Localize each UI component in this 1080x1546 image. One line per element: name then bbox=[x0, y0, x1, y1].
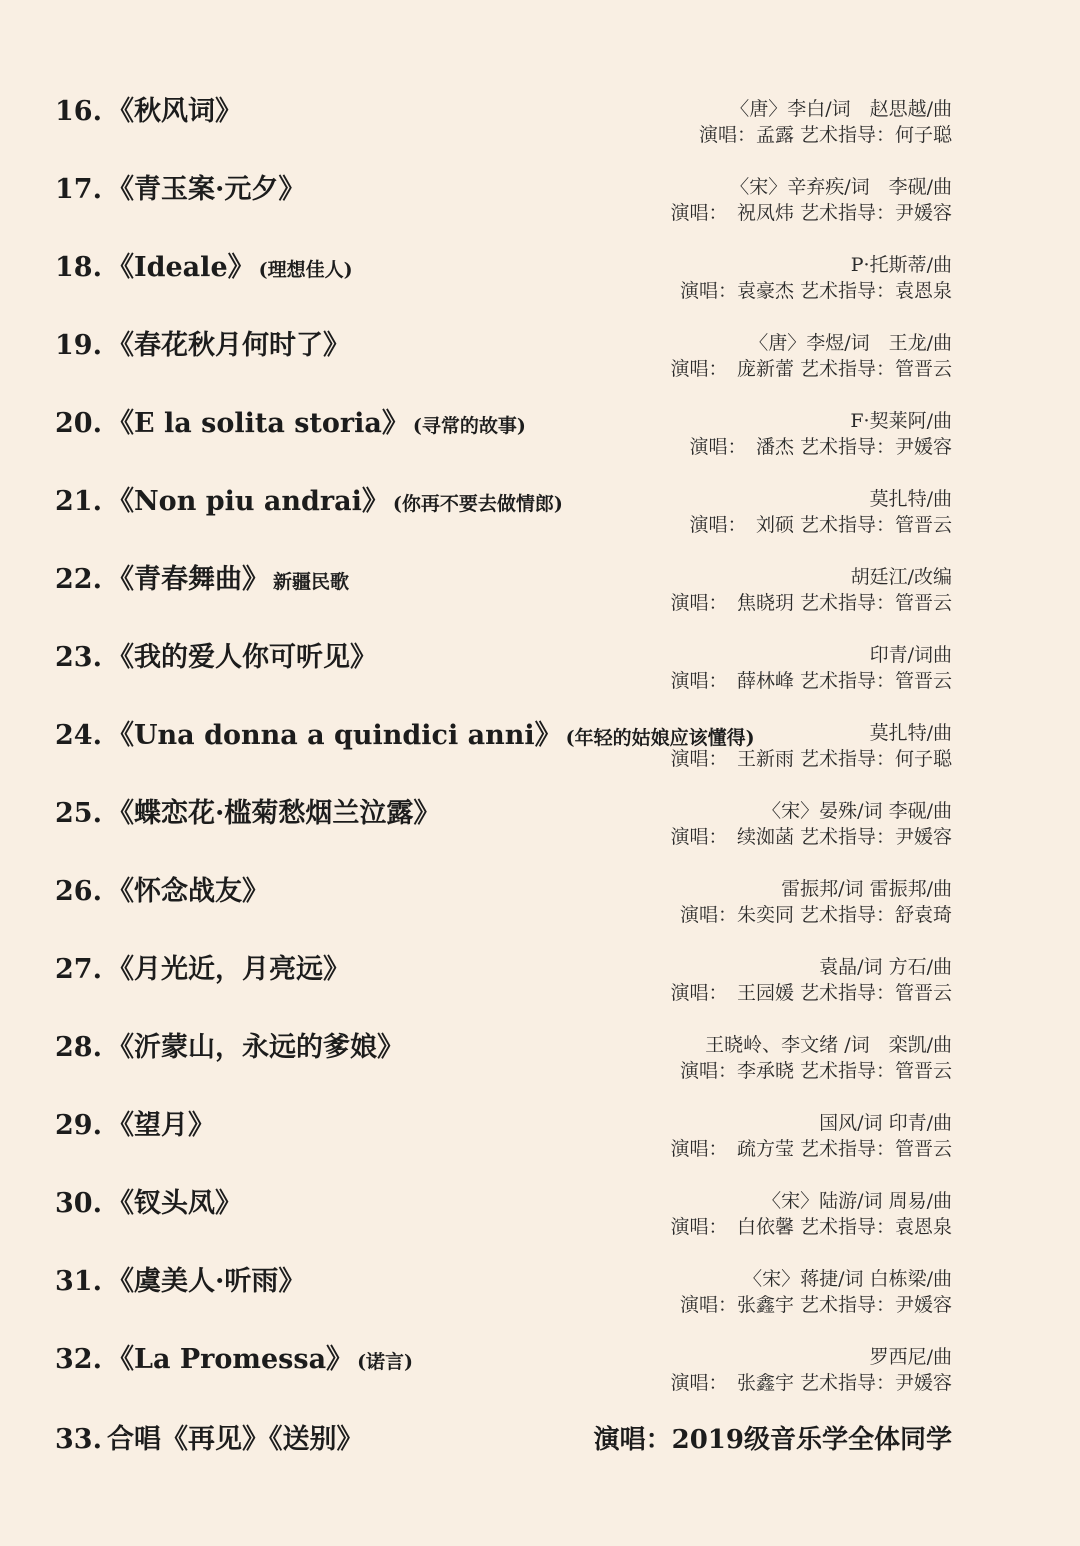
program-item-credits bbox=[670, 954, 952, 1006]
performer-credit: 演唱：朱奕同 艺术指导：舒袁琦 bbox=[679, 904, 952, 926]
program-item bbox=[0, 330, 1080, 404]
program-item-title-line bbox=[55, 1340, 413, 1382]
performer-credit: 演唱： 续洳菡 艺术指导：尹媛容 bbox=[670, 826, 952, 848]
program-item-subtitle: (理想佳人) bbox=[258, 259, 353, 281]
program-item-title: 《虞美人·听雨》 bbox=[107, 1266, 306, 1297]
program-item-number: 25. bbox=[55, 798, 102, 829]
final-program-item bbox=[0, 1424, 1080, 1498]
program-item-number: 32. bbox=[55, 1344, 102, 1375]
performer-credit: 演唱： 潘杰 艺术指导：尹媛容 bbox=[689, 436, 952, 458]
performer-credit: 演唱：2019级音乐学全体同学 bbox=[593, 1425, 952, 1455]
program-item-title-line bbox=[55, 482, 563, 524]
program-item-credits bbox=[670, 798, 952, 850]
program-item-title-line bbox=[55, 1106, 219, 1148]
program-item bbox=[0, 876, 1080, 950]
composer-credit: 〈宋〉蒋捷/词 白栋梁/曲 bbox=[743, 1268, 952, 1290]
program-item-title-line bbox=[55, 950, 354, 992]
composer-credit: 〈宋〉辛弃疾/词 李砚/曲 bbox=[730, 176, 952, 198]
program-item-title: 《Una donna a quindici anni》 bbox=[107, 720, 562, 751]
program-item bbox=[0, 720, 1080, 794]
program-item-credits bbox=[670, 330, 952, 382]
program-item-number: 16. bbox=[55, 96, 102, 127]
composer-credit: 莫扎特/曲 bbox=[869, 488, 952, 510]
composer-credit: 〈宋〉晏殊/词 李砚/曲 bbox=[762, 800, 952, 822]
program-item bbox=[0, 798, 1080, 872]
program-item-title-line bbox=[55, 716, 755, 758]
program-item-title: 《蝶恋花·槛菊愁烟兰泣露》 bbox=[107, 798, 441, 829]
program-item-title-line bbox=[55, 170, 309, 212]
composer-credit: 印青/词曲 bbox=[869, 644, 952, 666]
performer-credit: 演唱： 疏方莹 艺术指导：管晋云 bbox=[670, 1138, 952, 1160]
program-item-number: 21. bbox=[55, 486, 102, 517]
program-item-number: 20. bbox=[55, 408, 102, 439]
program-item-number: 26. bbox=[55, 876, 102, 907]
program-item-title-line bbox=[55, 1184, 246, 1226]
program-item-subtitle: (诺言) bbox=[357, 1351, 414, 1373]
performer-credit: 演唱：李承晓 艺术指导：管晋云 bbox=[679, 1060, 952, 1082]
composer-credit: 罗西尼/曲 bbox=[869, 1346, 952, 1368]
composer-credit: 王晓岭、李文绪 /词 栾凯/曲 bbox=[705, 1034, 952, 1056]
program-item-title: 《青春舞曲》 bbox=[107, 564, 269, 595]
program-item-title-line bbox=[55, 638, 381, 680]
program-item-credits bbox=[680, 252, 952, 304]
program-item-credits bbox=[680, 876, 952, 928]
program-item-subtitle: 新疆民歌 bbox=[273, 571, 350, 593]
program-item-credits bbox=[670, 1344, 952, 1396]
program-item-title-line bbox=[55, 560, 349, 602]
program-item-title: 《沂蒙山，永远的爹娘》 bbox=[107, 1032, 404, 1063]
program-item-subtitle: (年轻的姑娘应该懂得) bbox=[565, 727, 755, 749]
program-item-title: 《E la solita storia》 bbox=[107, 408, 409, 439]
performer-credit: 演唱： 张鑫宇 艺术指导：尹媛容 bbox=[670, 1372, 952, 1394]
performer-credit: 演唱： 王新雨 艺术指导：何子聪 bbox=[670, 748, 952, 770]
program-item-title: 《怀念战友》 bbox=[107, 876, 269, 907]
program-item-credits bbox=[670, 1188, 952, 1240]
program-item-number: 30. bbox=[55, 1188, 102, 1219]
performer-credit: 演唱：袁豪杰 艺术指导：袁恩泉 bbox=[679, 280, 952, 302]
program-item-subtitle: (你再不要去做情郎) bbox=[392, 493, 563, 515]
program-item bbox=[0, 1344, 1080, 1418]
program-item-number: 23. bbox=[55, 642, 102, 673]
performer-credit: 演唱： 刘硕 艺术指导：管晋云 bbox=[689, 514, 952, 536]
performer-credit: 演唱： 王园媛 艺术指导：管晋云 bbox=[670, 982, 952, 1004]
program-item-credits bbox=[680, 1266, 952, 1318]
program-item bbox=[0, 954, 1080, 1028]
program-item bbox=[0, 486, 1080, 560]
program-item bbox=[0, 252, 1080, 326]
program-item-credits bbox=[670, 642, 952, 694]
program-item bbox=[0, 1266, 1080, 1340]
program-item-title: 《月光近，月亮远》 bbox=[107, 954, 350, 985]
program-item-title-line bbox=[55, 794, 444, 836]
program-item bbox=[0, 1188, 1080, 1262]
performer-credit: 演唱： 庞新蕾 艺术指导：管晋云 bbox=[670, 358, 952, 380]
program-item bbox=[0, 564, 1080, 638]
program-item-number: 28. bbox=[55, 1032, 102, 1063]
program-item-number: 18. bbox=[55, 252, 102, 283]
program-item-title-line bbox=[55, 872, 273, 914]
program-item-title: 《Ideale》 bbox=[107, 252, 255, 283]
composer-credit: 〈唐〉李煜/词 王龙/曲 bbox=[749, 332, 952, 354]
program-item-credits bbox=[689, 408, 952, 460]
program-item-number: 31. bbox=[55, 1266, 102, 1297]
program-item-credits bbox=[670, 174, 952, 226]
program-item-credits bbox=[670, 1110, 952, 1162]
composer-credit: 袁晶/词 方石/曲 bbox=[819, 956, 952, 978]
composer-credit: 胡廷江/改编 bbox=[850, 566, 952, 588]
performer-credit: 演唱：张鑫宇 艺术指导：尹媛容 bbox=[679, 1294, 952, 1316]
program-item bbox=[0, 642, 1080, 716]
program-item-credits bbox=[689, 486, 952, 538]
program-item-credits bbox=[680, 1032, 952, 1084]
composer-credit: 国风/词 印青/曲 bbox=[819, 1112, 952, 1134]
program-item-title-line bbox=[55, 248, 353, 290]
program-item-title: 《Non piu andrai》 bbox=[107, 486, 389, 517]
composer-credit: F·契莱阿/曲 bbox=[850, 410, 952, 432]
program-item-title: 《青玉案·元夕》 bbox=[107, 174, 306, 205]
program-item-title: 《钗头凤》 bbox=[107, 1188, 242, 1219]
program-item-number: 33. bbox=[55, 1424, 102, 1455]
program-item-title-line bbox=[55, 1262, 309, 1304]
program-item-subtitle: (寻常的故事) bbox=[412, 415, 526, 437]
program-item-title-line bbox=[55, 1028, 408, 1070]
program-item-title: 《望月》 bbox=[107, 1110, 215, 1141]
program-item-number: 29. bbox=[55, 1110, 102, 1141]
program-item bbox=[0, 96, 1080, 170]
composer-credit: 〈宋〉陆游/词 周易/曲 bbox=[762, 1190, 952, 1212]
program-item-title-line bbox=[55, 404, 526, 446]
program-item-number: 19. bbox=[55, 330, 102, 361]
program-item-number: 27. bbox=[55, 954, 102, 985]
performer-credit: 演唱： 焦晓玥 艺术指导：管晋云 bbox=[670, 592, 952, 614]
program-item-credits bbox=[670, 720, 952, 772]
composer-credit: 莫扎特/曲 bbox=[869, 722, 952, 744]
program-item-credits bbox=[699, 96, 952, 148]
program-item-title: 合唱《再见》《送别》 bbox=[107, 1424, 364, 1455]
composer-credit: 雷振邦/词 雷振邦/曲 bbox=[781, 878, 952, 900]
program-item bbox=[0, 1032, 1080, 1106]
performer-credit: 演唱： 薛林峰 艺术指导：管晋云 bbox=[670, 670, 952, 692]
program-item-number: 24. bbox=[55, 720, 102, 751]
program-item-title-line bbox=[55, 1420, 364, 1460]
program-item-number: 22. bbox=[55, 564, 102, 595]
program-item-title: 《La Promessa》 bbox=[107, 1344, 354, 1375]
program-item bbox=[0, 174, 1080, 248]
program-item-credits bbox=[670, 564, 952, 616]
program-item-title: 《秋风词》 bbox=[107, 96, 242, 127]
program-item-title-line bbox=[55, 92, 246, 134]
performer-credit: 演唱： 祝凤炜 艺术指导：尹媛容 bbox=[670, 202, 952, 224]
program-item-title-line bbox=[55, 326, 354, 368]
program-item-title: 《春花秋月何时了》 bbox=[107, 330, 350, 361]
program-item bbox=[0, 408, 1080, 482]
performer-credit: 演唱：孟露 艺术指导：何子聪 bbox=[698, 124, 952, 146]
performer-credit: 演唱： 白依馨 艺术指导：袁恩泉 bbox=[670, 1216, 952, 1238]
program-item-title: 《我的爱人你可听见》 bbox=[107, 642, 377, 673]
composer-credit: P·托斯蒂/曲 bbox=[850, 254, 952, 276]
composer-credit: 〈唐〉李白/词 赵思越/曲 bbox=[730, 98, 952, 120]
program-item bbox=[0, 1110, 1080, 1184]
program-item-number: 17. bbox=[55, 174, 102, 205]
